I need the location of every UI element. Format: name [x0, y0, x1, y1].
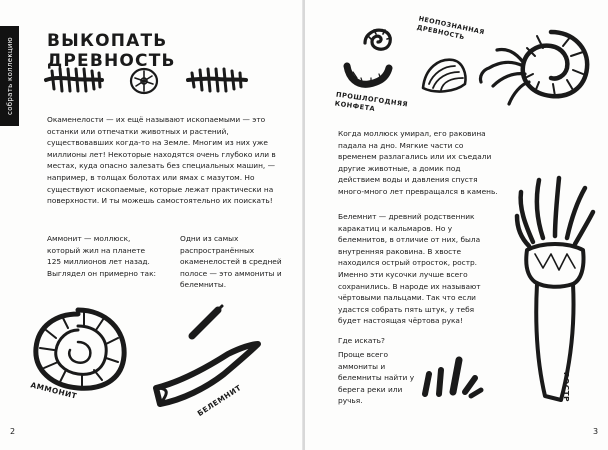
belemnite-animal-drawing	[515, 172, 597, 404]
section-tab-label: собрать коллекцию	[5, 37, 14, 115]
where-question: Где искать?	[338, 336, 385, 345]
worm-fossil-icon	[343, 58, 393, 92]
page-title: ВЫКОПАТЬ ДРЕВНОСТЬ	[47, 31, 176, 71]
ammonite-description: Аммонит — моллюск, который жил на планете 125 миллионов лет назад. Выглядел он примерно так:	[47, 234, 157, 278]
belemnite-small-drawing	[188, 304, 224, 340]
rostrum-label: РОСТР	[562, 372, 571, 403]
shell-paragraph: Когда моллюск умирал, его раковина падала на дно. Мягкие части со временем разлагались или их съедали другие животные, а домик под действием воды и давления спустя много-много лет превращался в камень.	[338, 129, 498, 196]
shell-imprint-icon	[129, 66, 159, 96]
scallop-shell-icon	[419, 54, 469, 96]
intro-paragraph: Окаменелости — их ещё называют ископаемыми — это останки или отпечатки животных и растений, существовавших когда-то на Земле. Многим из них уже миллионы лет! Некоторые находятся очень глубоко или в местах, куда опасно залезать без специальных машин, — например, в толщах болотах или ямах с мазутом. Но существуют ископаемые, которые лежат практически на поверхности. И ты можешь самостоятельно их поискать!	[47, 115, 276, 206]
fish-skeleton-right-icon	[186, 66, 248, 94]
page-number-right: 3	[593, 427, 599, 436]
spiral-shell-icon	[359, 26, 397, 58]
belemnite-label: БЕЛЕМНИТ	[195, 382, 244, 419]
belemnite-drawing	[146, 338, 264, 410]
section-tab[interactable]	[0, 26, 19, 126]
candy-label: ПРОШЛОГОДНЯЯ КОНФЕТА	[334, 90, 409, 114]
ammonite-drawing	[22, 300, 134, 392]
nautilus-drawing	[471, 22, 597, 112]
left-page	[0, 0, 303, 450]
page-number-left: 2	[10, 427, 16, 436]
unknown-fossil-label: НЕОПОЗНАННАЯ ДРЕВНОСТЬ	[416, 14, 486, 41]
belemnite-description: Одни из самых распространённых окаменелостей в средней полосе — это аммониты и белемниты.	[180, 234, 282, 290]
rostrum-fragments-icon	[417, 352, 485, 398]
ammonite-label: АММОНИТ	[29, 380, 79, 401]
right-page	[305, 0, 608, 450]
where-answer: Проще всего аммониты и белемниты найти у берега реки или ручья.	[338, 350, 415, 406]
fish-skeleton-left-icon	[44, 66, 106, 94]
belemnite-paragraph: Белемнит — древний родственник каракатиц и кальмаров. Но у белемнитов, в отличие от них, была внутренняя раковина. В хвосте находился острый отросток, ростр. Именно эти кусочки лучше всего сохранились. В народе их называют чёртовыми пальцами. Так что если удастся собрать пять штук, у тебя будет настоящая чёртова рука!	[338, 212, 481, 326]
